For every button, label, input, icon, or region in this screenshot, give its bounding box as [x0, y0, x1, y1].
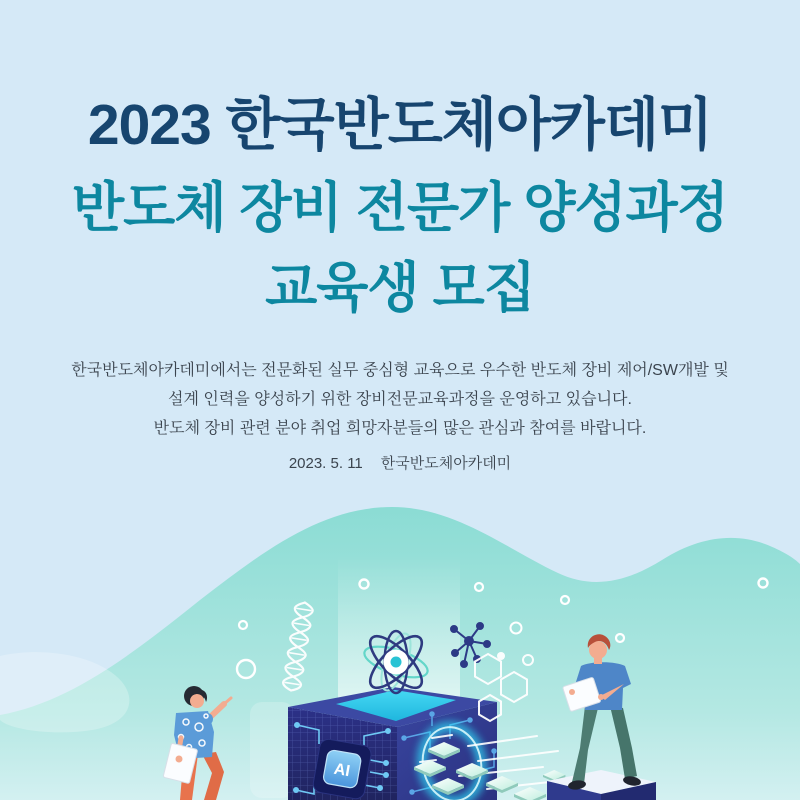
intro-line2: 설계 인력을 양성하기 위한 장비전문교육과정을 운영하고 있습니다.: [168, 391, 632, 408]
intro-line1: 한국반도체아카데미에서는 전문화된 실무 중심형 교육으로 우수한 반도체 장비 제어/SW개발 및: [71, 362, 729, 379]
atom-icon: [361, 629, 431, 695]
intro-line3: 반도체 장비 관련 분야 취업 희망자분들의 많은 관심과 참여를 바랍니다.: [153, 420, 647, 437]
poster-title-line1: 2023 한국반도체아카데미: [87, 93, 713, 157]
poster-org: 한국반도체아카데미: [380, 455, 512, 472]
ai-chip: [312, 738, 373, 800]
poster-title-block: [0, 82, 800, 328]
poster-title-line3: 교육생 모집: [265, 258, 535, 318]
poster-date: 2023. 5. 11: [288, 455, 363, 472]
soft-panel: [250, 702, 294, 798]
hero-illustration: [0, 470, 800, 800]
poster-title-line2: 반도체 장비 전문가 양성과정: [72, 178, 728, 238]
wave-highlight-blob: [0, 652, 129, 732]
ai-chip-label: AI: [332, 760, 352, 781]
poster-intro-paragraph: [0, 356, 800, 443]
